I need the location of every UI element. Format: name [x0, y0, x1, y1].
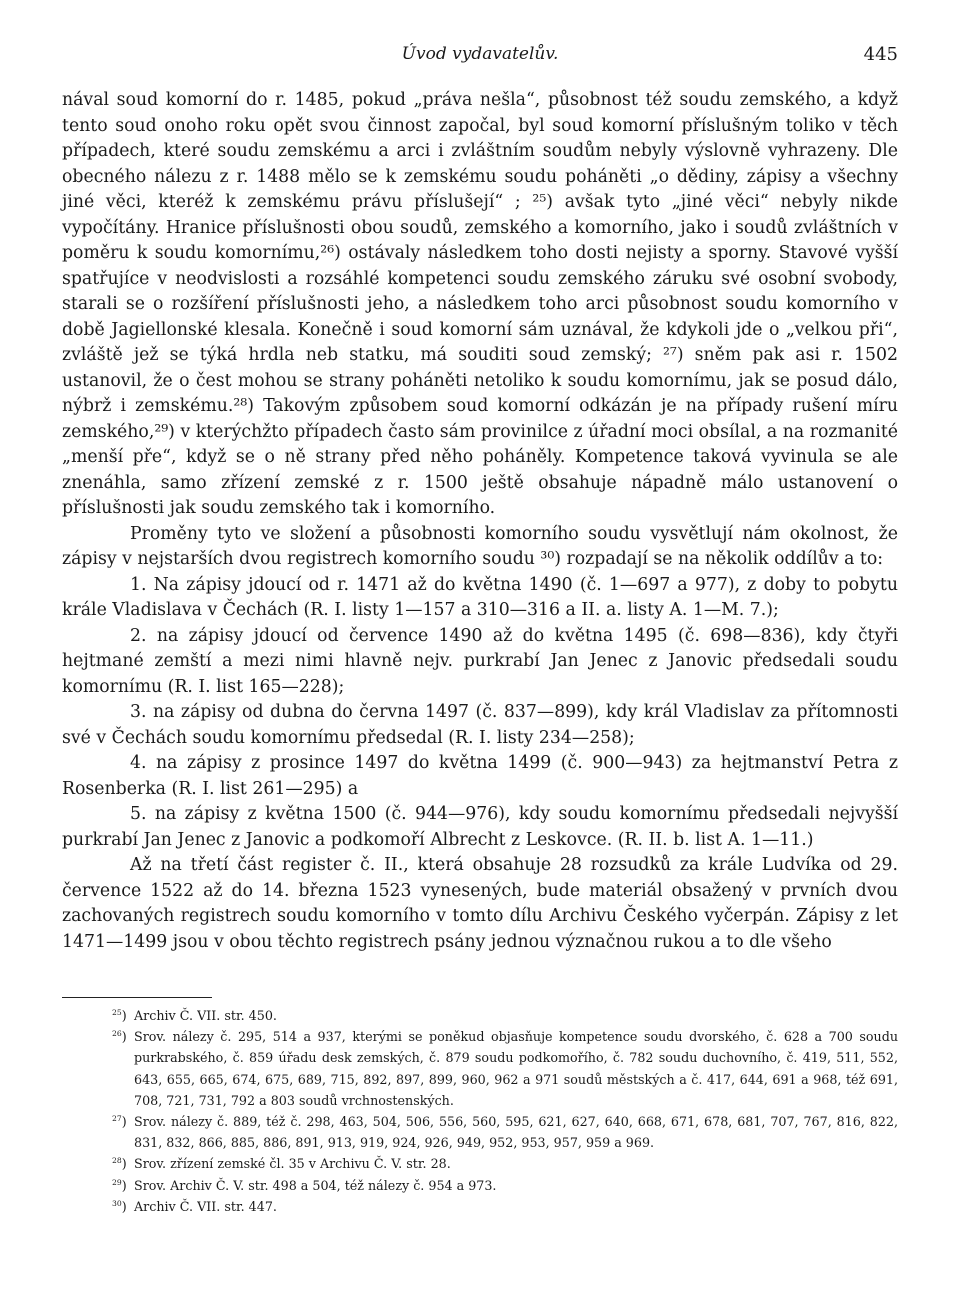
footnote: [112, 1196, 898, 1217]
footnote-text: Srov. nálezy č. 295, 514 a 937, kterými se poněkud objasňuje kompetence soudu dvorského, č. 628 a 700 soudu purkrabského, č. 859 úřadu desk zemských, č. 879 soudu podkomořího, č. 782 soudu duchovního, č. 419, 511, 552, 643, 655, 665, 674, 675, 689, 715, 892, 897, 899, 960, 962 a 971 soudů městských a č. 417, 644, 691 a 968, též 691, 708, 721, 731, 792 a 803 soudů vrchnostenských.: [134, 1029, 898, 1108]
footnote-text: Srov. Archiv Č. V. str. 498 a 504, též nálezy č. 954 a 973.: [134, 1177, 497, 1193]
running-header: [62, 44, 898, 74]
footnote-number: $^{27}$): [112, 1113, 127, 1130]
footnote-text: Srov. nálezy č. 889, též č. 298, 463, 504, 506, 556, 560, 595, 621, 627, 640, 668, 671, 678, 681, 707, 767, 816, 822, 831, 832, 866, 885, 886, 891, 913, 919, 924, 926, 949, 952, 953, 957, 959 a 969.: [134, 1114, 898, 1151]
footnote-number: $^{25}$): [112, 1007, 127, 1023]
page-number: 445: [863, 44, 898, 65]
footnote-number: $^{29}$): [112, 1177, 127, 1193]
list-item: 2. na zápisy jdoucí od července 1490 až do května 1495 (č. 698—836), kdy čtyři hejtmané zemští a mezi nimi hlavně nejv. purkrabí Jan Jenec z Janovic předsedali soudu komornímu (R. I. list 165—228);: [62, 625, 898, 697]
footnote-text: Archiv Č. VII. str. 450.: [134, 1008, 277, 1023]
footnote: [112, 1026, 898, 1111]
list-item: 1. Na zápisy jdoucí od r. 1471 až do května 1490 (č. 1—697 a 977), z doby to pobytu krále Vladislava v Čechách (R. I. listy 1—157 a 310—316 a II. a. listy A. 1—M. 7.);: [62, 574, 898, 620]
footnote-number: $^{28}$): [112, 1156, 127, 1172]
list-item: 4. na zápisy z prosince 1497 do května 1499 (č. 900—943) za hejtmanství Petra z Rosenberka (R. I. list 261—295) a: [62, 753, 898, 799]
footnote-text: Archiv Č. VII. str. 447.: [134, 1198, 277, 1214]
main-text: [62, 88, 898, 955]
footnote-text: Srov. zřízení zemské čl. 35 v Archivu Č. V. str. 28.: [134, 1156, 451, 1172]
footnote: [112, 1153, 898, 1174]
running-title: Úvod vydavatelův.: [401, 44, 559, 64]
footnote-number: $^{26}$): [112, 1028, 127, 1045]
list-item: 5. na zápisy z května 1500 (č. 944—976), kdy soudu komornímu předsedali nejvyšší purkrabí Jan Jenec z Janovic a podkomoří Albrecht z Leskovce. (R. II. b. list A. 1—11.): [62, 804, 898, 850]
list-item: 3. na zápisy od dubna do června 1497 (č. 837—899), kdy král Vladislav za přítomnosti své v Čechách soudu komornímu předsedal (R. I. listy 234—258);: [62, 702, 898, 748]
paragraph: Proměny tyto ve složení a působnosti komorního soudu vysvětlují nám okolnost, že zápisy v nejstarších dvou registrech komorního soudu ³⁰) rozpadají se na několik oddílův a to:: [62, 523, 898, 569]
footnotes: [112, 1005, 898, 1217]
footnote-number: $^{30}$): [112, 1198, 127, 1214]
paragraph: Až na třetí část register č. II., která obsahuje 28 rozsudků za krále Ludvíka od 29. července 1522 až do 14. března 1523 vynesených, bude materiál obsažený v prvních dvou zachovaných registrech soudu komorního v tomto dílu Archivu Českého vyčerpán. Zápisy z let 1471—1499 jsou v obou těchto registrech psány jednou význačnou rukou a to dle všeho: [62, 855, 898, 952]
footnote-divider: [62, 997, 212, 998]
footnote: [112, 1111, 898, 1153]
footnote: [112, 1175, 898, 1196]
footnote: [112, 1005, 898, 1026]
paragraph: nával soud komorní do r. 1485, pokud „práva nešla“, působnost též soudu zemského, a když tento soud onoho roku opět svou činnost započal, byl soud komorní příslušným toliko v těch případech, které soudu zemskému a arci i zvláštním soudům nebyly výslovně vyhrazeny. Dle obecného nálezu z r. 1488 mělo se k zemskému soudu poháněti „o dědiny, zápisy a všechny jiné věci, kteréž k zemskému právu příslušejí“ ; ²⁵) avšak tyto „jiné věci“ nebyly nikde vypočítány. Hranice příslušnosti obou soudů, zemského a komorního, jako i soudů zvláštních v poměru k soudu komornímu,²⁶) ostávaly následkem toho dosti nejisty a sporny. Stavové vyšší spatřujíce v neodvislosti a rozsáhlé kompetenci soudu zemského záruku své osobní svobody, starali se o rozšíření příslušnosti jeho, a následkem toho arci působnost soudu komorního v době Jagiellonské klesala. Konečně i soud komorní sám uznával, že kdykoli jde o „velkou při“, zvláště jež se týká hrdla neb statku, má souditi soud zemský; ²⁷) sněm pak asi r. 1502 ustanovil, že o čest mohou se strany poháněti netoliko k soudu komornímu, jak se posud dálo, nýbrž i zemskému.²⁸) Takovým způsobem soud komorní odkázán je na případy rušení míru zemského,²⁹) v kterýchžto případech často sám provinilce z úřadní moci obsílal, a na rozmanité „menší pře“, když se o ně strany před něho poháněly. Kompetence taková vyvinula se ale znenáhla, samo zřízení zemské z r. 1500 ještě obsahuje nápadně málo ustanovení o příslušnosti jak soudu zemského tak i komorního.: [62, 90, 898, 518]
